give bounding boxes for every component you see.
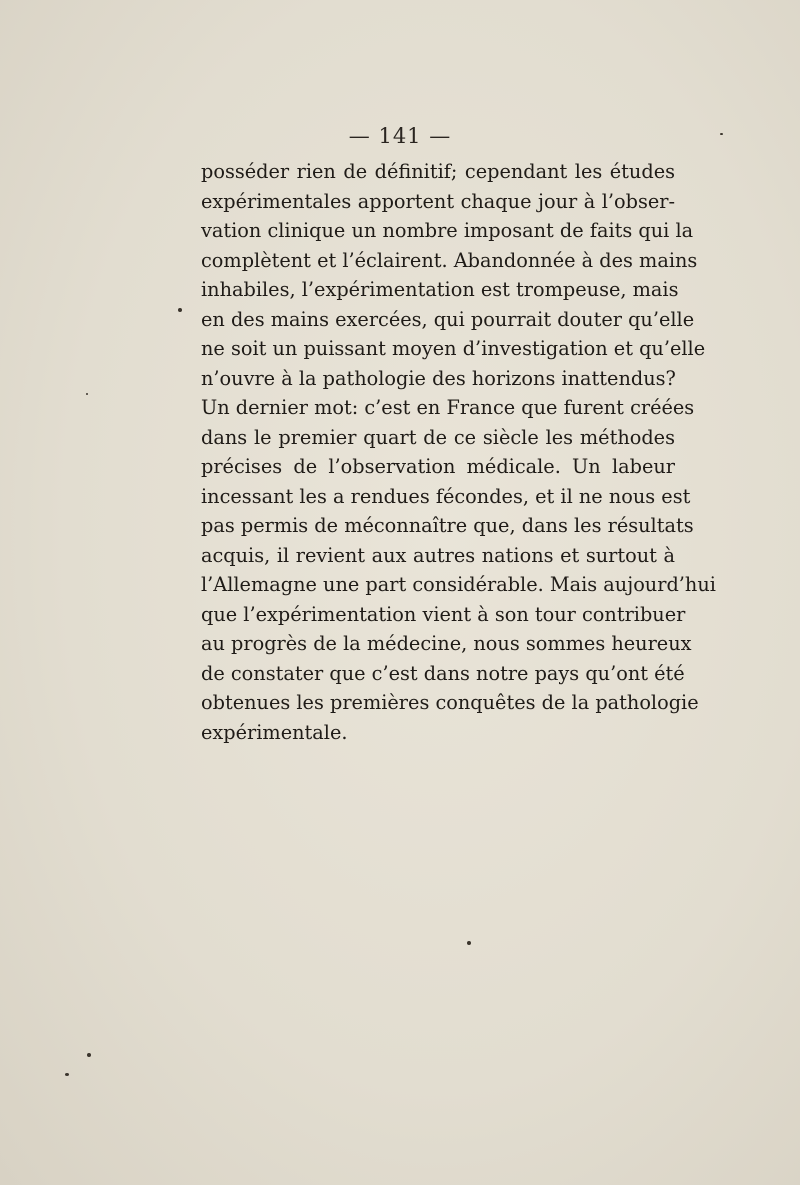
text-line: que l’expérimentation vient à son tour contribuer xyxy=(201,602,686,626)
page-number: — 141 — xyxy=(348,124,452,148)
text-line: pas permis de méconnaître que, dans les résultats xyxy=(201,514,694,537)
text-line: complètent et l’éclairent. Abandonnée à des mains xyxy=(201,248,698,272)
text-line: en des mains exercées, qui pourrait douter qu’elle xyxy=(201,307,695,331)
text-line: ne soit un puissant moyen d’investigation et qu’elle xyxy=(201,337,706,360)
text-line: Un dernier mot: c’est en France que furent créées xyxy=(201,396,695,419)
text-line: de constater que c’est dans notre pays qu’ont été xyxy=(201,661,685,685)
text-line: inhabiles, l’expérimentation est trompeuse, mais xyxy=(201,278,679,301)
text-line: expérimentale. xyxy=(201,720,348,744)
text-line: posséder rien de définitif; cependant les études xyxy=(201,160,675,183)
paper-speck xyxy=(87,1053,91,1057)
text-line: dans le premier quart de ce siècle les méthodes xyxy=(201,425,675,449)
body-text xyxy=(201,157,716,747)
text-line: au progrès de la médecine, nous sommes heureux xyxy=(201,632,692,655)
paper-speck xyxy=(467,941,471,945)
text-line: n’ouvre à la pathologie des horizons inattendus? xyxy=(201,366,676,390)
paper-speck xyxy=(65,1073,69,1076)
text-line: précises de l’observation médicale. Un labeur xyxy=(201,455,675,478)
text-line: l’Allemagne une part considérable. Mais aujourd’hui xyxy=(201,573,716,596)
paper-speck xyxy=(720,133,723,135)
text-line: incessant les a rendues fécondes, et il ne nous est xyxy=(201,484,691,508)
paper-speck xyxy=(86,393,88,395)
paper-speck xyxy=(178,308,182,312)
text-line: acquis, il revient aux autres nations et surtout à xyxy=(201,543,675,567)
text-line: vation clinique un nombre imposant de faits qui la xyxy=(201,219,694,242)
text-line: expérimentales apportent chaque jour à l’obser- xyxy=(201,189,675,213)
text-line: obtenues les premières conquêtes de la pathologie xyxy=(201,691,699,714)
